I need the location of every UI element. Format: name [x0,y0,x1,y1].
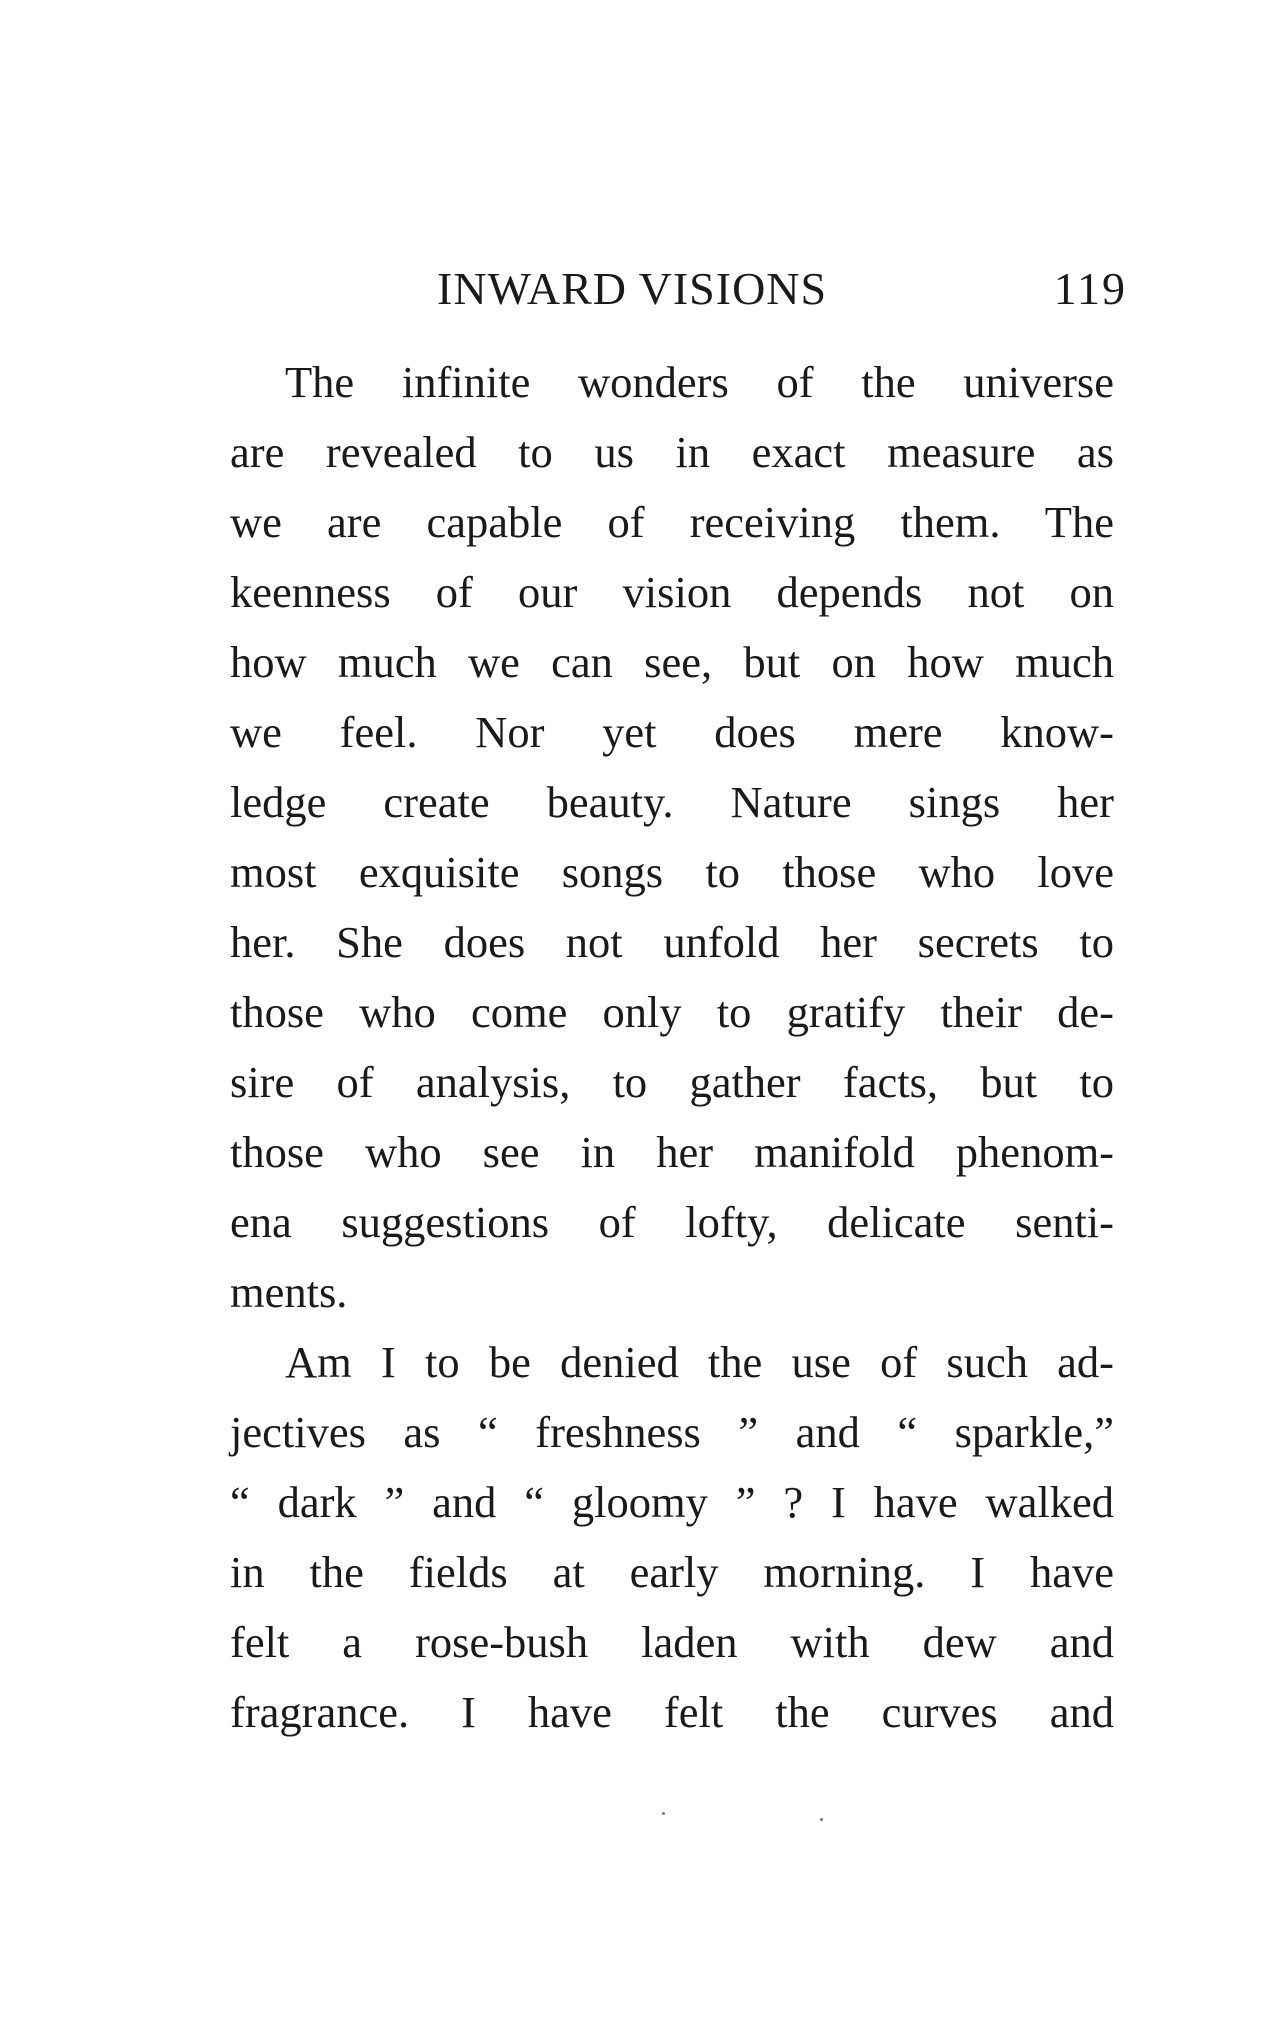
text-line: are revealed to us in exact measure as [230,427,1114,477]
text-line: felt a rose-bush laden with dew and [230,1617,1114,1667]
text-line: we are capable of receiving them. The [230,497,1114,547]
text-line: those who come only to gratify their de- [230,987,1114,1037]
paper-speck [820,1818,823,1821]
text-line: fragrance. I have felt the curves and [230,1687,1114,1737]
text-line: Am I to be denied the use of such ad- [285,1337,1114,1387]
text-line: how much we can see, but on how much [230,637,1114,687]
paper-speck [662,1812,665,1815]
text-line: ena suggestions of lofty, delicate senti- [230,1197,1114,1247]
page-number: 119 [1053,263,1127,314]
text-line: in the fields at early morning. I have [230,1547,1114,1597]
running-head [437,262,1127,322]
text-line: ledge create beauty. Nature sings her [230,777,1114,827]
text-line: The infinite wonders of the universe [285,357,1114,407]
text-line: sire of analysis, to gather facts, but to [230,1057,1114,1107]
text-line: ments. [230,1267,348,1317]
running-head-title: INWARD VISIONS [437,263,828,314]
text-line: we feel. Nor yet does mere know- [230,707,1114,757]
text-line: keenness of our vision depends not on [230,567,1114,617]
text-line: most exquisite songs to those who love [230,847,1114,897]
text-line: jectives as “ freshness ” and “ sparkle,” [230,1407,1114,1457]
text-line: “ dark ” and “ gloomy ” ? I have walked [230,1477,1114,1527]
text-line: her. She does not unfold her secrets to [230,917,1114,967]
text-line: those who see in her manifold phenom- [230,1127,1114,1177]
